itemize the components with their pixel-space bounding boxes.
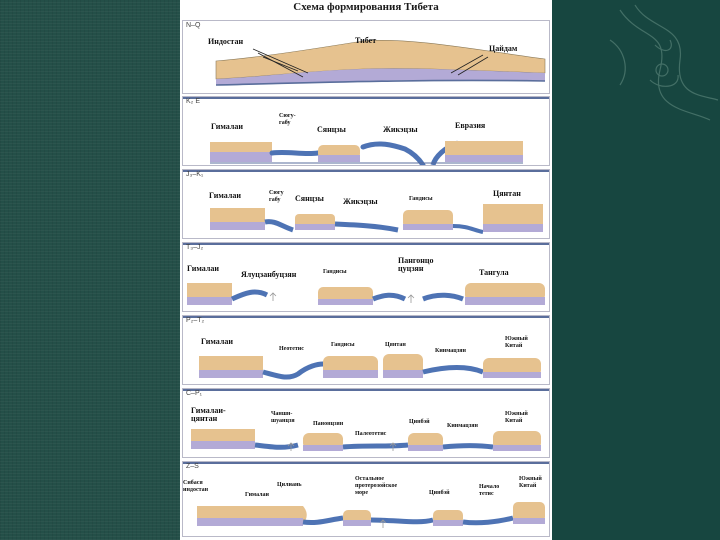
- diagram-sheet: [180, 0, 552, 540]
- label-nachalo-tetis: Начало тетис: [479, 484, 500, 497]
- label-kinmaczyan: Кинмацзян: [435, 348, 466, 354]
- panel-t3-j2: [182, 242, 550, 312]
- panel-age-label: P₂–T₂: [186, 317, 205, 324]
- cross-section-t3-j2: [183, 243, 549, 311]
- label-indostan: Индостан: [208, 37, 244, 46]
- label-caidam: Цайдам: [489, 44, 518, 53]
- label-neotetis: Неотетис: [279, 346, 304, 352]
- label-chanshn-shuanczya: Чаншн- шуанцзя: [271, 411, 295, 424]
- panel-age-label: Z–S: [186, 463, 199, 470]
- panel-age-label: K₂ E: [186, 98, 200, 105]
- label-zhikeczy: Жикэцзы: [343, 197, 378, 206]
- label-gandisy: Гандисы: [409, 196, 433, 202]
- panel-z-s: [182, 461, 550, 537]
- panel-age-label: T₃–J₂: [186, 244, 204, 251]
- label-yuzhnyi-kitai: Южный Китай: [519, 476, 542, 489]
- label-syugugabu: Сюгу габу: [269, 190, 284, 203]
- label-cyantan: Цянтан: [385, 342, 406, 348]
- label-proterozoic-sea: Остальное протерозойское море: [355, 476, 398, 496]
- label-cilian: Цилиань: [277, 482, 302, 488]
- label-yuzhnyi-kitai: Южный Китай: [505, 411, 528, 424]
- label-cyantan: Цянтан: [493, 189, 521, 198]
- diagram-title: Схема формирования Тибета: [293, 1, 439, 13]
- label-himalaya: Гималаи: [209, 191, 241, 200]
- label-himalaya: Гималаи: [211, 122, 243, 131]
- label-tangula: Тангула: [479, 268, 509, 277]
- panel-age-label: J₃–K₁: [186, 171, 204, 178]
- panel-age-label: C–P₁: [186, 390, 202, 397]
- label-syanczy: Сянцзы: [317, 125, 346, 134]
- label-himalaya: Гималаи: [187, 264, 219, 273]
- label-panonczyan: Панонцзян: [313, 421, 344, 427]
- label-yuzhnyi-kitai: Южный Китай: [505, 336, 528, 349]
- panel-c-p1: [182, 388, 550, 458]
- label-zhikeczy: Жикэцзы: [383, 125, 418, 134]
- label-paleotetis: Палеотетис: [355, 431, 387, 437]
- left-background-texture: [0, 0, 180, 540]
- ornament-decoration: [600, 0, 720, 130]
- panel-age-label: N–Q: [186, 22, 201, 29]
- label-cinbei: Цинбэй: [409, 419, 430, 425]
- label-himalaya-cyantan: Гималаи- цянтан: [191, 406, 226, 423]
- label-syanczy: Сянцзы: [295, 194, 324, 203]
- label-himalaya: Гималаи: [201, 337, 233, 346]
- label-himalaya: Гималаи: [245, 492, 269, 498]
- cross-section-n-q: [183, 21, 549, 93]
- label-gandisy: Гандисы: [323, 269, 347, 275]
- cross-section-k2-e: [183, 97, 549, 165]
- panel-j3-k1: [182, 169, 550, 239]
- cross-section-p2-t2: [183, 316, 549, 384]
- panel-k2-e: [182, 96, 550, 166]
- cross-section-c-p1: [183, 389, 549, 457]
- label-kinmaczyan: Кинмацзян: [447, 423, 478, 429]
- label-pangonco: Пангонцо цуцзян: [398, 256, 434, 273]
- label-gandisy: Гандисы: [331, 342, 355, 348]
- panel-n-q: [182, 20, 550, 94]
- label-yaluczanbuczyan: Ялуцзанбуцзян: [241, 270, 297, 279]
- label-tibet: Тибет: [355, 36, 377, 45]
- panel-p2-t2: [182, 315, 550, 385]
- label-sibasya-indostan: Сибася индостан: [183, 480, 209, 493]
- label-syugugabu: Сюгу- габу: [279, 113, 296, 126]
- cross-section-z-s: [183, 462, 549, 536]
- label-eurasia: Евразия: [455, 121, 486, 130]
- label-cinbei: Цинбэй: [429, 490, 450, 496]
